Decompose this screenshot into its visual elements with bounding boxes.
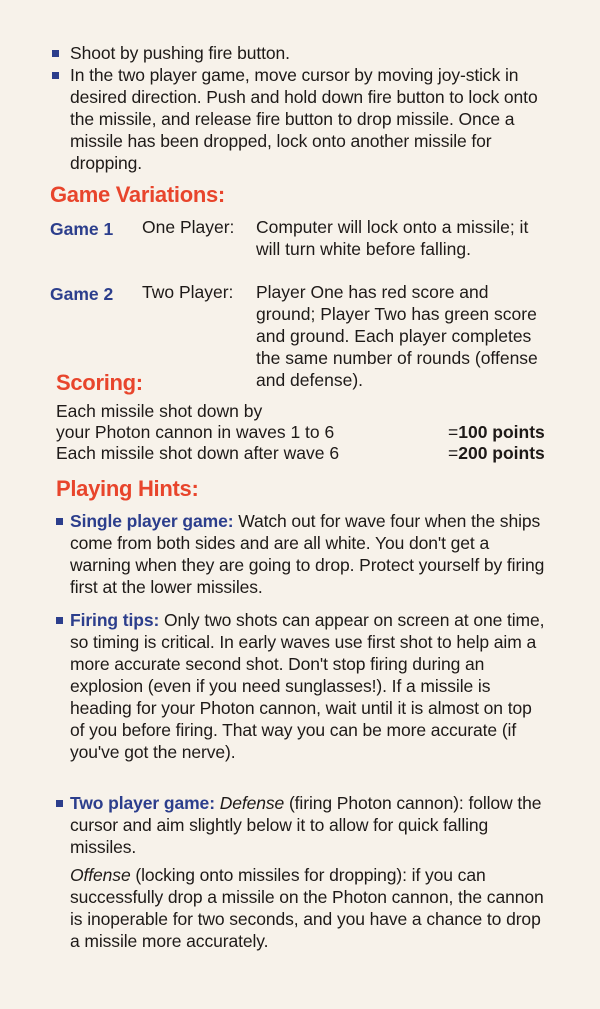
defense-label: Defense: [219, 793, 285, 813]
hint-text: Only two shots can appear on screen at one time, so timing is critical. In early waves use first shot to help aim a more accurate second shot. Don't stop firing during an explosion (even if you need sunglasses!). If a missile is heading for your Photon cannon, wait until it is almost on top of you before firing. That way you can be more accurate (if you've got the nerve).: [70, 610, 545, 762]
scoring-row-after-wave-6: [56, 442, 546, 464]
hint-title: Two player game:: [70, 793, 215, 813]
hint-two-player: [56, 792, 546, 952]
hint-title: Firing tips:: [70, 610, 160, 630]
game-1-mode: One Player:: [142, 217, 235, 237]
hint-single-player: [56, 510, 546, 598]
game-1-description: Computer will lock onto a missile; it will turn white before falling.: [256, 217, 529, 259]
offense-label: Offense: [70, 865, 131, 885]
points-100: =100 points: [448, 422, 545, 442]
hint-firing-tips: [56, 609, 546, 763]
heading-scoring: Scoring:: [56, 370, 143, 395]
game-1-label: Game 1: [50, 219, 114, 239]
defense-text: (firing Photon cannon): follow the cursor and aim slightly below it to allow for quick falling missiles.: [70, 793, 542, 857]
bullet-text: Shoot by pushing fire button.: [70, 43, 290, 63]
list-item: [52, 42, 552, 64]
bullet-text: In the two player game, move cursor by moving joy-stick in desired direction. Push and hold down fire button to lock onto the missile, and release fire button to drop missile. Once a missile has been dropped, lock onto another missile for dropping.: [70, 65, 538, 173]
bullet-square-icon: [56, 800, 63, 807]
scoring-line-2: your Photon cannon in waves 1 to 6: [56, 422, 335, 442]
heading-game-variations: Game Variations:: [50, 182, 225, 207]
list-item: [52, 64, 542, 174]
scoring-row-waves-1-6: [56, 421, 546, 443]
bullet-square-icon: [56, 617, 63, 624]
hint-title: Single player game:: [70, 511, 234, 531]
bullet-square-icon: [52, 72, 59, 79]
game-2-label: Game 2: [50, 284, 114, 304]
scoring-line-1: Each missile shot down by: [56, 401, 263, 421]
bullet-square-icon: [52, 50, 59, 57]
bullet-square-icon: [56, 518, 63, 525]
heading-playing-hints: Playing Hints:: [56, 476, 199, 501]
offense-text: (locking onto missiles for dropping): if you can successfully drop a missile on the Photon cannon, the cannon is inoperable for two seconds, and you have a chance to drop a missile more accurately.: [70, 865, 544, 951]
points-200: =200 points: [448, 443, 545, 463]
scoring-line-3: Each missile shot down after wave 6: [56, 443, 340, 463]
hint-text: Watch out for wave four when the ships come from both sides and are all white. You don't get a warning when they are going to drop. Protect yourself by firing first at the lower missiles.: [70, 511, 545, 597]
game-2-mode: Two Player:: [142, 282, 234, 302]
game-2-description: Player One has red score and ground; Player Two has green score and ground. Each player completes the same number of rounds (offense and defense).: [256, 282, 538, 390]
